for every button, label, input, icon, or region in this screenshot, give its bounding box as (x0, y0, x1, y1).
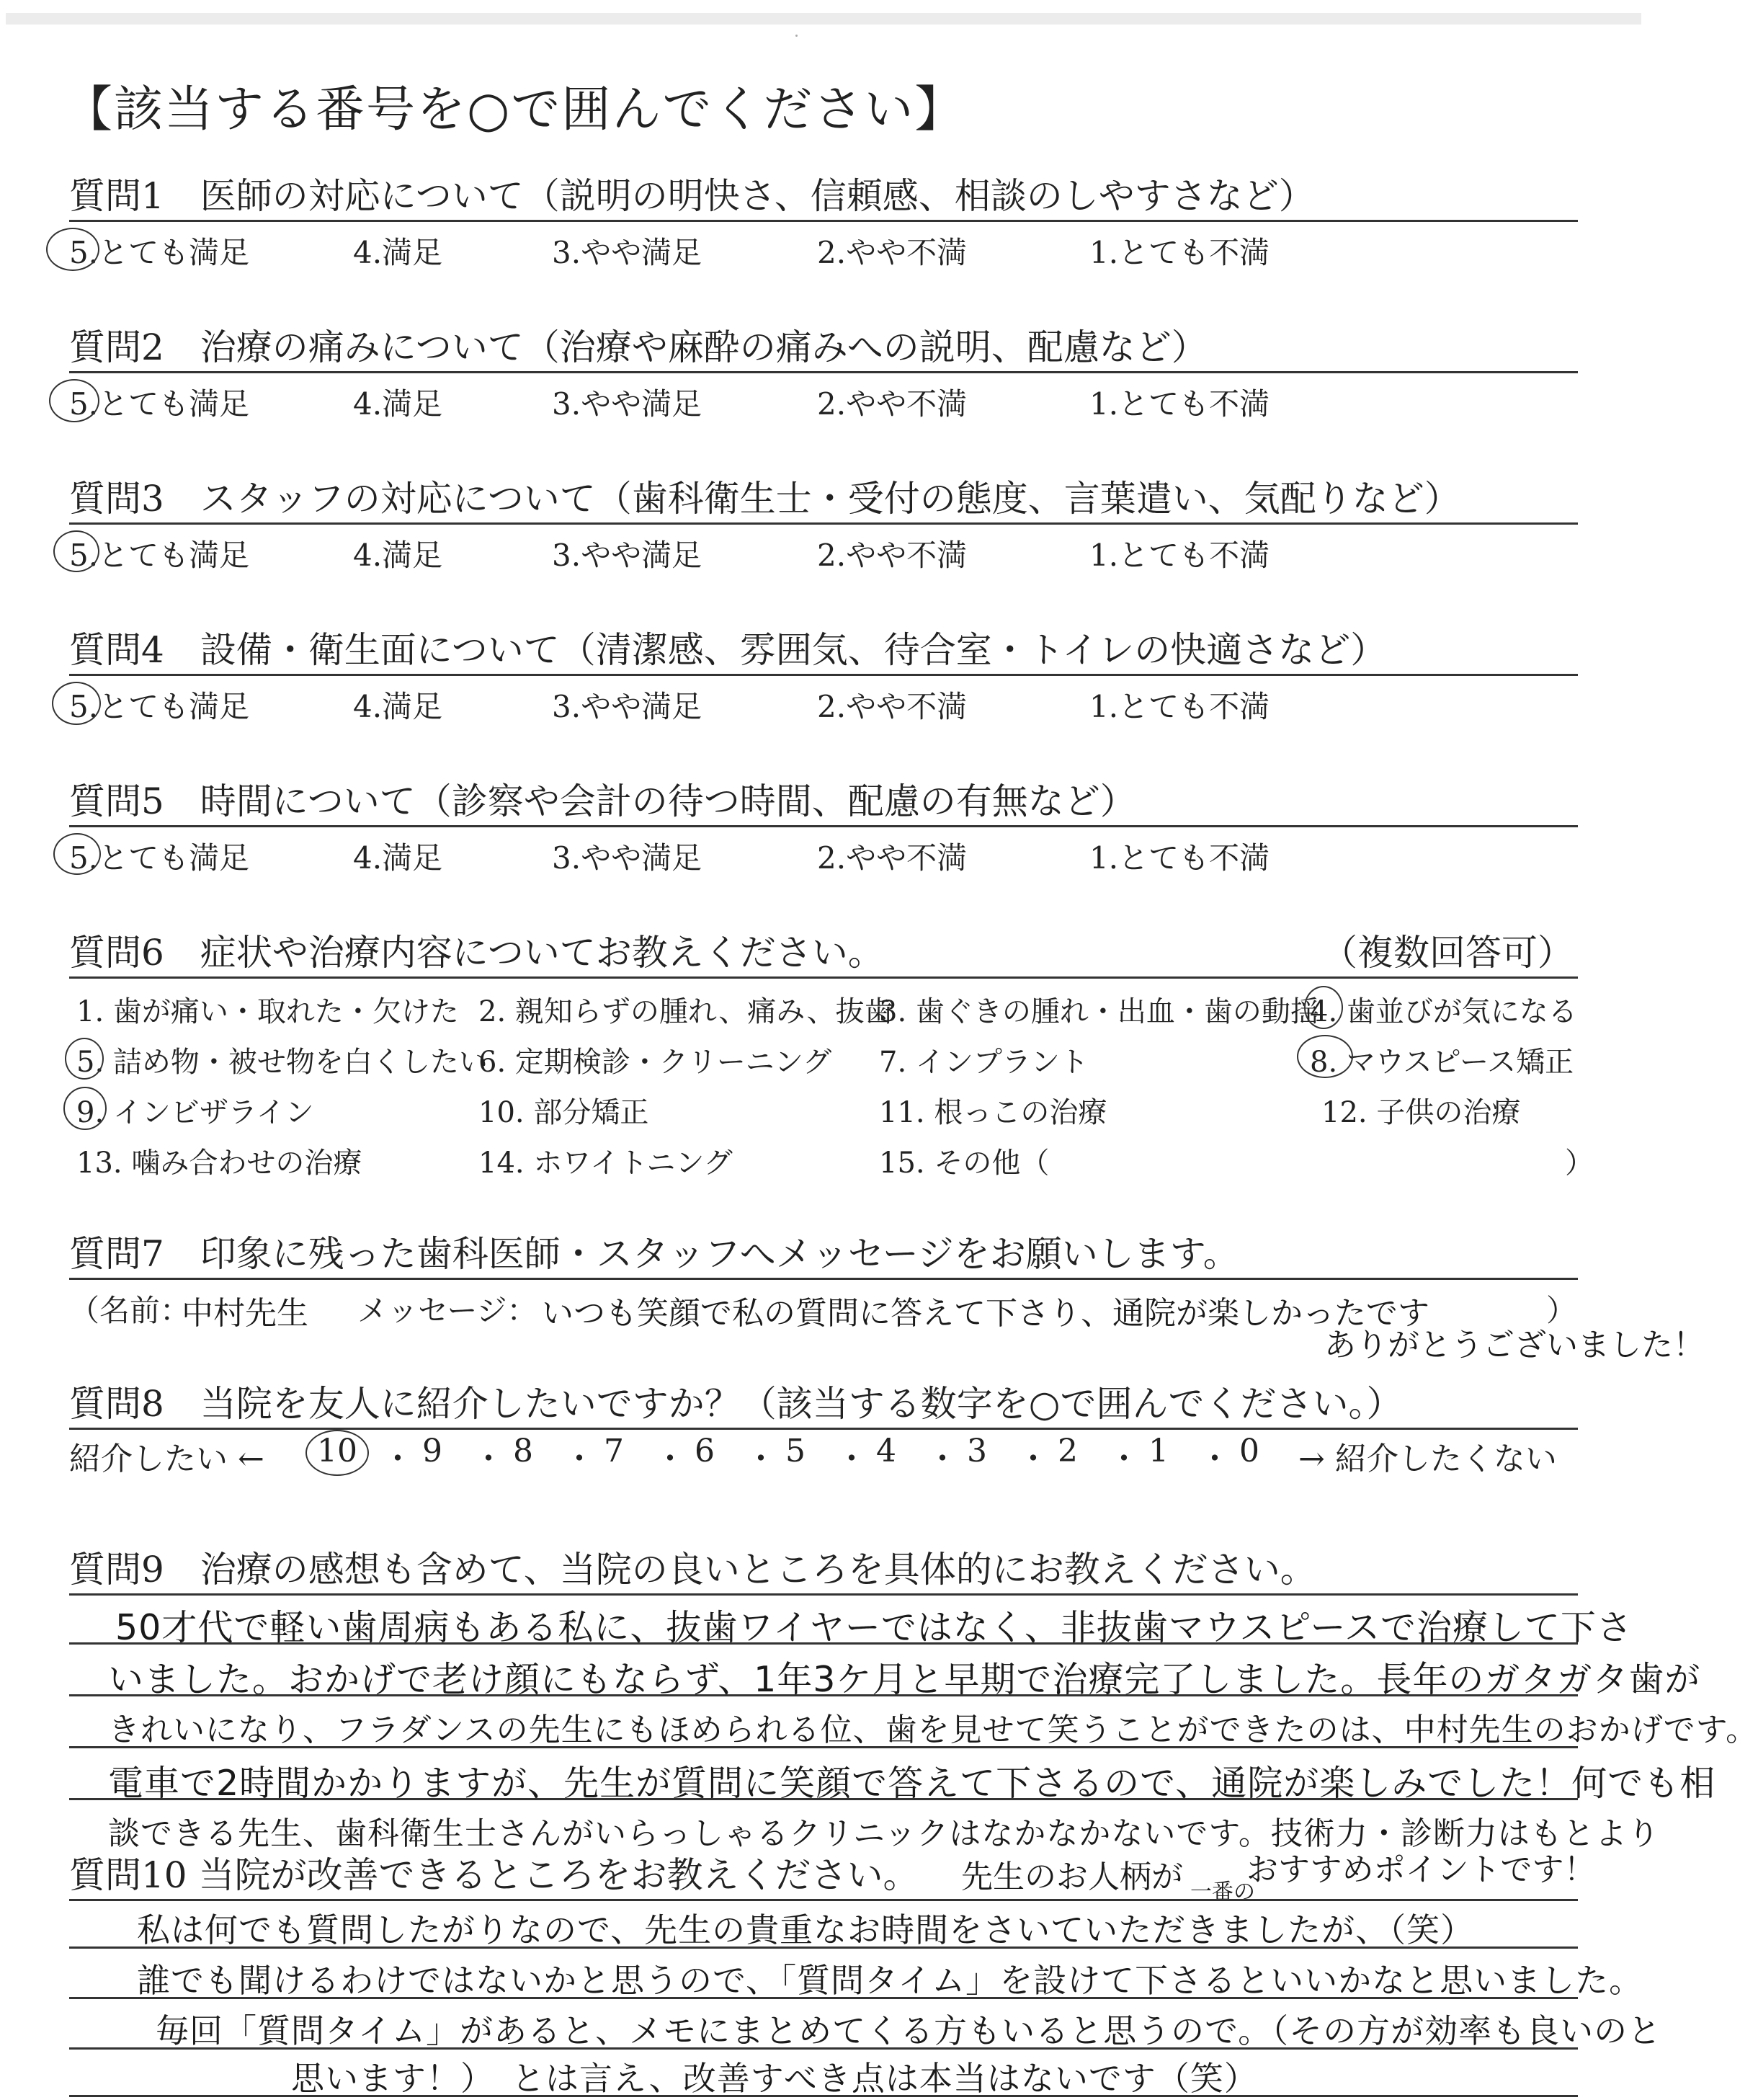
q7-close-paren: ） (1546, 1293, 1577, 1328)
question-1: 質問1 医師の対応について（説明の明快さ、信頼感、相談のしやすさなど） (69, 175, 1315, 217)
q6-item-11[interactable]: 11. 根っこの治療 (879, 1096, 1107, 1129)
q9-tail-2[interactable]: おすすめポイントです！ (1246, 1851, 1596, 1888)
question-6-note: （複数回答可） (1321, 932, 1574, 974)
q3-option-5[interactable]: 5.とても満足 (69, 538, 250, 573)
q6-item-14[interactable]: 14. ホワイトニング (478, 1147, 733, 1180)
q1-option-4[interactable]: 4.満足 (353, 235, 443, 270)
q6-item-1[interactable]: 1. 歯が痛い・取れた・欠けた (76, 995, 459, 1028)
q2-answer-circle (49, 379, 99, 422)
q1-option-1[interactable]: 1.とても不満 (1089, 235, 1270, 270)
q1-option-2[interactable]: 2.やや不満 (817, 235, 968, 270)
question-2-rule (69, 371, 1578, 373)
q6-item-13[interactable]: 13. 噛み合わせの治療 (76, 1147, 362, 1180)
question-7: 質問7 印象に残った歯科医師・スタッフへメッセージをお願いします。 (69, 1233, 1239, 1275)
q7-name-label: （名前： (69, 1293, 191, 1328)
scan-speck (795, 35, 798, 37)
question-6-rule (69, 976, 1578, 979)
question-2: 質問2 治療の痛みについて（治療や麻酔の痛みへの説明、配慮など） (69, 326, 1208, 368)
q10-write-line-3 (69, 2047, 1578, 2050)
q8-scale-sep: ・ (1017, 1441, 1049, 1477)
q9-line-3[interactable]: きれいになり、フラダンスの先生にもほめられる位、歯を見せて笑うことができたのは、中村先生のおかげです。 (108, 1712, 1758, 1748)
q8-scale-sep: ・ (1108, 1441, 1140, 1477)
q8-scale-sep: ・ (927, 1441, 958, 1477)
q4-option-2[interactable]: 2.やや不満 (817, 689, 968, 724)
q4-option-4[interactable]: 4.満足 (353, 689, 443, 724)
q3-option-4[interactable]: 4.満足 (353, 538, 443, 573)
q1-option-5[interactable]: 5.とても満足 (69, 235, 250, 270)
q8-scale-sep: ・ (745, 1441, 777, 1477)
q8-scale-9[interactable]: 9 (422, 1433, 442, 1469)
q3-option-1[interactable]: 1.とても不満 (1089, 538, 1270, 573)
question-10-rule (69, 1899, 1578, 1901)
q7-name-value[interactable]: 中村先生 (182, 1295, 308, 1332)
question-9-rule (69, 1593, 1578, 1596)
q6-item-2[interactable]: 2. 親知らずの腫れ、痛み、抜歯 (478, 995, 893, 1028)
q8-scale-sep: ・ (654, 1441, 686, 1477)
q10-line-3[interactable]: 毎回「質問タイム」があると、メモにまとめてくる方もいると思うので。（その方が効率も良いのと (156, 2011, 1662, 2050)
question-9: 質問9 治療の感想も含めて、当院の良いところを具体的にお教えください。 (69, 1549, 1316, 1590)
q7-message-value[interactable]: いつも笑顔で私の質問に答えて下さり、通院が楽しかったです (542, 1295, 1429, 1332)
q9-tail[interactable]: 先生のお人柄が (961, 1859, 1183, 1895)
q5-option-1[interactable]: 1.とても不満 (1089, 840, 1270, 876)
q9-insert[interactable]: 一番の (1190, 1879, 1255, 1905)
q8-scale-sep: ・ (1199, 1441, 1231, 1477)
q10-line-4[interactable]: 思います！） とは言え、改善すべき点は本当はないです（笑） (291, 2059, 1258, 2098)
q10-write-line-1 (69, 1946, 1578, 1949)
question-10: 質問10 当院が改善できるところをお教えください。 (69, 1854, 919, 1896)
q8-scale-8[interactable]: 8 (513, 1433, 533, 1469)
q3-option-2[interactable]: 2.やや不満 (817, 538, 968, 573)
q9-line-5[interactable]: 談できる先生、歯科衛生士さんがいらっしゃるクリニックはなかなかないです。技術力・診断力はもとより (108, 1815, 1660, 1852)
question-4: 質問4 設備・衛生面について（清潔感、雰囲気、待合室・トイレの快適さなど） (69, 629, 1387, 671)
question-6: 質問6 症状や治療内容についてお教えください。 (69, 932, 884, 974)
q4-option-3[interactable]: 3.やや満足 (552, 689, 702, 724)
q2-option-1[interactable]: 1.とても不満 (1089, 386, 1270, 422)
question-1-rule (69, 220, 1578, 222)
q3-option-3[interactable]: 3.やや満足 (552, 538, 702, 573)
q5-option-5[interactable]: 5.とても満足 (69, 840, 250, 876)
q1-answer-circle (46, 228, 99, 271)
q6-item-9-circle (63, 1087, 107, 1130)
q7-message-label: メッセージ： (357, 1293, 537, 1328)
q8-scale-6[interactable]: 6 (695, 1433, 715, 1469)
q6-item-12[interactable]: 12. 子供の治療 (1321, 1096, 1521, 1129)
question-4-rule (69, 674, 1578, 676)
q5-option-3[interactable]: 3.やや満足 (552, 840, 702, 876)
q10-write-line-4 (69, 2095, 1578, 2097)
q8-scale-7[interactable]: 7 (604, 1433, 624, 1469)
q6-item-4[interactable]: 4. 歯並びが気になる (1310, 995, 1577, 1028)
q4-option-5[interactable]: 5.とても満足 (69, 689, 250, 724)
q8-answer-circle (305, 1430, 369, 1476)
q4-option-1[interactable]: 1.とても不満 (1089, 689, 1270, 724)
question-3: 質問3 スタッフの対応について（歯科衛生士・受付の態度、言葉遣い、気配りなど） (69, 478, 1460, 520)
q5-option-2[interactable]: 2.やや不満 (817, 840, 968, 876)
q8-scale-sep: ・ (836, 1441, 867, 1477)
q2-option-5[interactable]: 5.とても満足 (69, 386, 250, 422)
q8-scale-3[interactable]: 3 (967, 1433, 987, 1469)
q7-thanks[interactable]: ありがとうございました！ (1324, 1327, 1705, 1363)
q6-item-15[interactable]: 15. その他（ (879, 1147, 1050, 1180)
q6-item-5[interactable]: 5. 詰め物・被せ物を白くしたい (76, 1046, 488, 1079)
q6-item-4-circle (1304, 986, 1343, 1029)
q10-write-line-2 (69, 1997, 1578, 1999)
q8-scale-4[interactable]: 4 (876, 1433, 896, 1469)
q4-answer-circle (52, 682, 101, 725)
q6-item-8-circle (1297, 1035, 1353, 1078)
q6-item-15-close: ） (1565, 1147, 1594, 1180)
q9-line-2[interactable]: いました。おかげで老け顔にもならず、1年3ケ月と早期で治療完了しました。長年のガタガタ歯が (108, 1659, 1701, 1700)
q6-item-3[interactable]: 3. 歯ぐきの腫れ・出血・歯の動揺 (879, 995, 1319, 1028)
q2-option-2[interactable]: 2.やや不満 (817, 386, 968, 422)
q8-scale-sep: ・ (473, 1441, 504, 1477)
q8-scale-5[interactable]: 5 (785, 1433, 806, 1469)
q8-right-label: → 紹介したくない (1298, 1441, 1557, 1477)
q2-option-4[interactable]: 4.満足 (353, 386, 443, 422)
q8-scale-1[interactable]: 1 (1148, 1433, 1169, 1469)
q6-item-10[interactable]: 10. 部分矯正 (478, 1096, 649, 1129)
q10-line-2[interactable]: 誰でも聞けるわけではないかと思うので、「質問タイム」を設けて下さるといいかなと思いました。 (137, 1961, 1643, 2000)
q6-item-8[interactable]: 8. マウスピース矯正 (1310, 1046, 1574, 1079)
q9-write-line-3 (69, 1746, 1578, 1748)
q9-write-line-2 (69, 1694, 1578, 1696)
q2-option-3[interactable]: 3.やや満足 (552, 386, 702, 422)
q6-item-9[interactable]: 9. インビザライン (76, 1096, 314, 1129)
q8-scale-0[interactable]: 0 (1239, 1433, 1259, 1469)
question-8-rule (69, 1428, 1578, 1430)
question-5: 質問5 時間について（診察や会計の待つ時間、配慮の有無など） (69, 780, 1136, 822)
q5-answer-circle (53, 833, 101, 875)
q6-item-7[interactable]: 7. インプラント (879, 1046, 1089, 1079)
q9-write-line-4 (69, 1798, 1578, 1800)
question-7-rule (69, 1278, 1578, 1280)
q8-scale-10[interactable]: 10 (317, 1433, 357, 1469)
q9-line-4[interactable]: 電車で2時間かかりますが、先生が質問に笑顔で答えて下さるので、通院が楽しみでした！何でも相 (108, 1763, 1716, 1804)
q6-item-6[interactable]: 6. 定期検診・クリーニング (478, 1046, 832, 1079)
question-8: 質問8 当院を友人に紹介したいですか？（該当する数字を○で囲んでください。） (69, 1383, 1403, 1425)
q10-line-1[interactable]: 私は何でも質問したがりなので、先生の貴重なお時間をさいていただきましたが、（笑） (137, 1910, 1475, 1949)
q9-write-line-1 (69, 1642, 1578, 1645)
q8-scale-2[interactable]: 2 (1058, 1433, 1078, 1469)
question-3-rule (69, 522, 1578, 525)
scan-top-edge (6, 13, 1641, 25)
page-title: 【該当する番号を○で囲んでください】 (63, 81, 965, 138)
q8-left-label: 紹介したい ← (69, 1441, 264, 1477)
q8-scale-sep: ・ (563, 1441, 595, 1477)
question-5-rule (69, 825, 1578, 827)
q5-option-4[interactable]: 4.満足 (353, 840, 443, 876)
q8-scale-sep: ・ (382, 1441, 414, 1477)
q1-option-3[interactable]: 3.やや満足 (552, 235, 702, 270)
q9-line-1[interactable]: 50才代で軽い歯周病もある私に、抜歯ワイヤーではなく、非抜歯マウスピースで治療して下さ (115, 1607, 1633, 1648)
q3-answer-circle (53, 530, 99, 572)
q6-item-5-circle (65, 1038, 104, 1080)
